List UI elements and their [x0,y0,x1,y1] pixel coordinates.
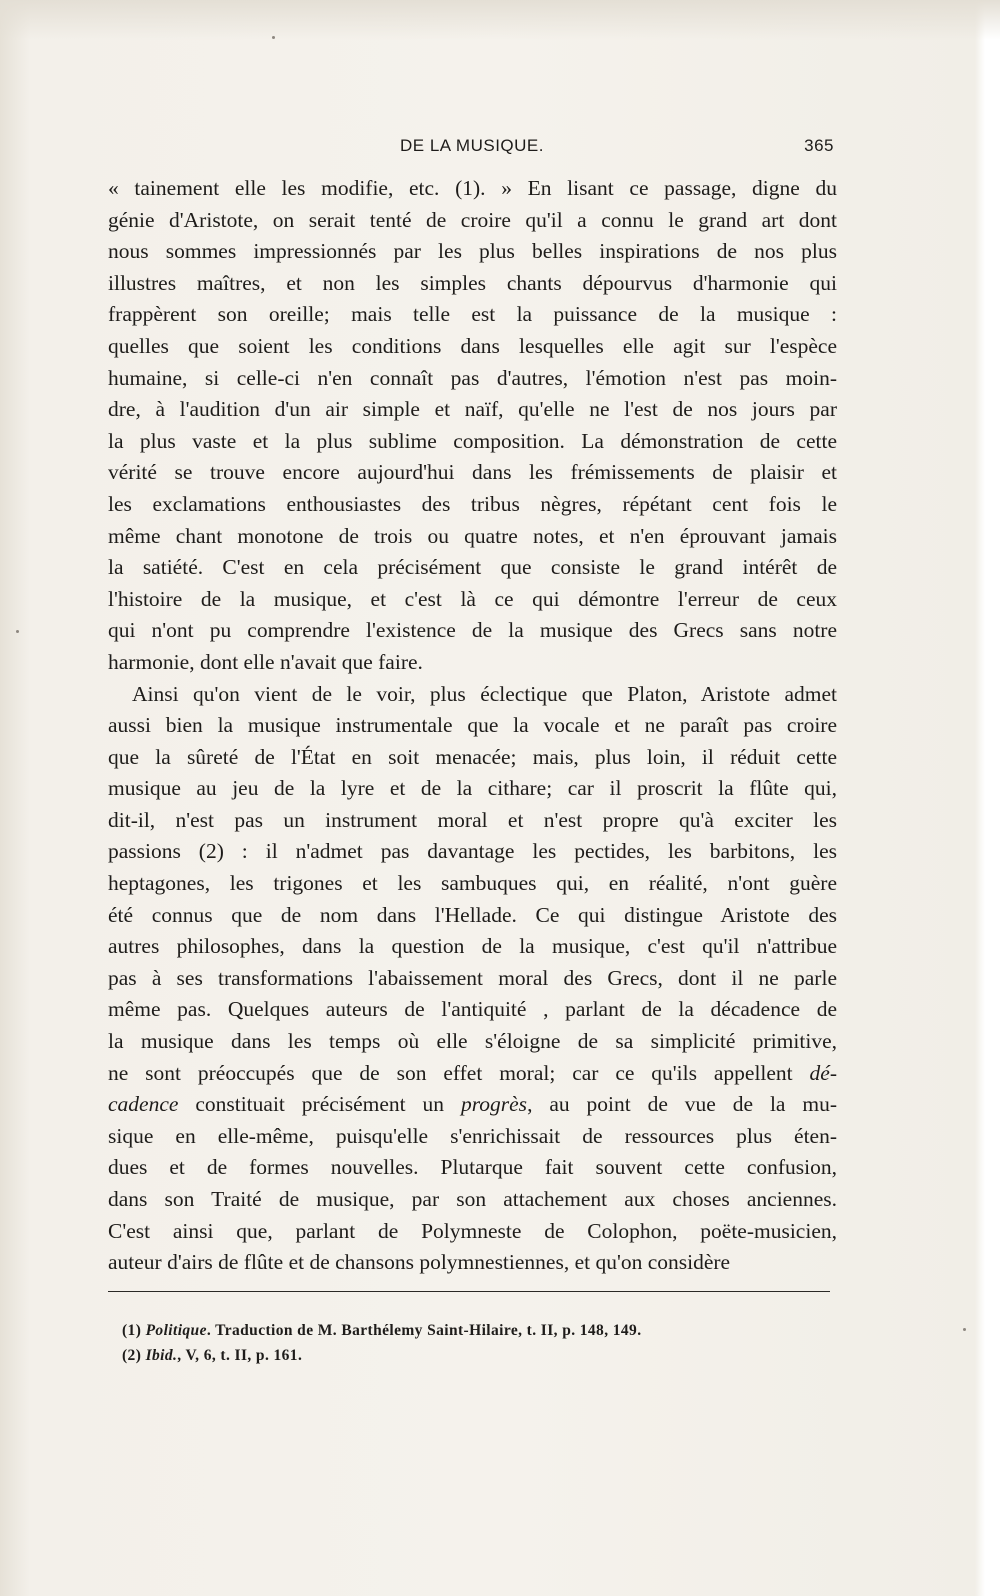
text-line: ne sont préoccupés que de son effet moral; car ce qu'ils appellent dé- [108,1060,837,1085]
footnote-separator [108,1291,830,1292]
text-line: dit-il, n'est pas un instrument moral et n'est propre qu'à exciter les [108,807,837,832]
paragraph-1 [108,173,837,679]
text-line: musique au jeu de la lyre et de la cithare; car il proscrit la flûte qui, [108,776,837,801]
scan-speck [16,630,19,633]
text-line: C'est ainsi que, parlant de Polymneste de Colophon, poëte-musicien, [108,1218,837,1243]
text-line: que la sûreté de l'État en soit menacée; mais, plus loin, il réduit cette [108,744,837,769]
text-line: sique en elle-même, puisqu'elle s'enrichissait de ressources plus éten- [108,1123,837,1148]
text-line: même pas. Quelques auteurs de l'antiquité , parlant de la décadence de [108,997,837,1022]
text-line: auteur d'airs de flûte et de chansons polymnestiennes, et qu'on considère [108,1250,731,1275]
text-line: autres philosophes, dans la question de la musique, c'est qu'il n'attribue [108,934,837,959]
text-line: aussi bien la musique instrumentale que la vocale et ne paraît pas croire [108,713,837,738]
running-header [110,132,834,162]
footnotes [122,1318,822,1368]
footnote-source: Politique [145,1322,207,1339]
footnote-mark: (2) [122,1347,142,1364]
text-line: les exclamations enthousiastes des tribus nègres, répétant cent fois le [108,491,837,516]
scan-speck [272,36,275,39]
text-line: la satiété. C'est en cela précisément que consiste le grand intérêt de [108,555,837,580]
text-line: été connus que de nom dans l'Hellade. Ce qui distingue Aristote des [108,902,837,927]
text-line: qui n'ont pu comprendre l'existence de la musique des Grecs sans notre [108,618,837,643]
footnote-1 [122,1318,822,1343]
footnote-text: , V, 6, t. II, p. 161. [177,1347,303,1364]
text-line: dues et de formes nouvelles. Plutarque fait souvent cette confusion, [108,1155,837,1180]
text-line: génie d'Aristote, on serait tenté de croire qu'il a connu le grand art dont [108,207,837,232]
footnote-mark: (1) [122,1322,142,1339]
text-line: heptagones, les trigones et les sambuques qui, en réalité, n'ont guère [108,871,837,896]
footnote-source: Ibid. [145,1347,178,1364]
footnote-2 [122,1343,822,1368]
text-line: frappèrent son oreille; mais telle est la puissance de la musique : [108,302,837,327]
text-line: dans son Traité de musique, par son attachement aux choses anciennes. [108,1187,837,1211]
text-line: même chant monotone de trois ou quatre notes, et n'en éprouvant jamais [108,523,837,548]
text-line: humaine, si celle-ci n'en connaît pas d'autres, l'émotion n'est pas moin- [108,365,837,390]
text-line: dre, à l'audition d'un air simple et naïf, qu'elle ne l'est de nos jours par [108,397,837,422]
text-line: cadence constituait précisément un progrès, au point de vue de la mu- [108,1092,837,1117]
text-line: nous sommes impressionnés par les plus belles inspirations de nos plus [108,239,837,264]
text-line: vérité se trouve encore aujourd'hui dans les frémissements de plaisir et [108,460,837,485]
text-line: Ainsi qu'on vient de le voir, plus éclectique que Platon, Aristote admet [132,681,837,706]
footnote-text: . Traduction de M. Barthélemy Saint-Hilaire, t. II, p. 148, 149. [206,1322,642,1339]
text-line: pas à ses transformations l'abaissement moral des Grecs, dont il ne parle [108,965,837,990]
scan-speck [963,1328,966,1331]
text-line: illustres maîtres, et non les simples chants dépourvus d'harmonie qui [108,270,837,295]
text-line: quelles que soient les conditions dans lesquelles elle agit sur l'espèce [108,333,837,358]
text-line: l'histoire de la musique, et c'est là ce qui démontre l'erreur de ceux [108,586,837,611]
paragraph-2 [108,679,837,1279]
page-number: 365 [804,136,834,155]
text-line: passions (2) : il n'admet pas davantage les pectides, les barbitons, les [108,839,837,864]
body-text [108,173,837,1279]
text-line: « tainement elle les modifie, etc. (1). » En lisant ce passage, digne du [108,176,837,200]
text-line: harmonie, dont elle n'avait que faire. [108,649,423,674]
text-line: la musique dans les temps où elle s'éloigne de sa simplicité primitive, [108,1029,837,1054]
running-title: DE LA MUSIQUE. [400,136,544,155]
text-line: la plus vaste et la plus sublime composition. La démonstration de cette [108,428,837,453]
